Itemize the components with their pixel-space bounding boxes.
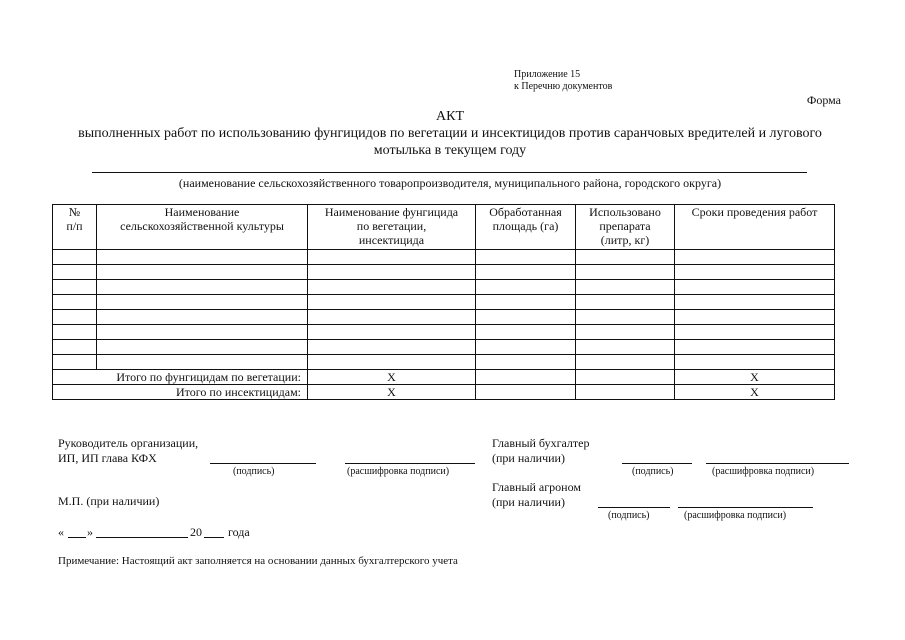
date-month-line[interactable] <box>96 537 188 538</box>
head-decode-caption: (расшифровка подписи) <box>347 466 450 477</box>
works-table <box>52 204 835 400</box>
table-cell[interactable] <box>308 310 476 325</box>
table-cell[interactable] <box>576 340 675 355</box>
table-cell[interactable] <box>675 340 835 355</box>
total-fungicide-cell: X <box>308 385 476 400</box>
table-cell[interactable] <box>576 310 675 325</box>
table-cell[interactable] <box>53 250 97 265</box>
table-cell[interactable] <box>576 355 675 370</box>
table-cell[interactable] <box>675 250 835 265</box>
table-cell[interactable] <box>576 295 675 310</box>
table-row <box>53 295 835 310</box>
accountant-label-line2: (при наличии) <box>492 451 565 465</box>
table-cell[interactable] <box>476 265 576 280</box>
table-cell[interactable] <box>308 295 476 310</box>
table-cell[interactable] <box>476 295 576 310</box>
appendix-number: Приложение 15 <box>514 69 581 80</box>
table-cell[interactable] <box>576 325 675 340</box>
total-label: Итого по фунгицидам по вегетации: <box>53 370 308 385</box>
table-body <box>53 250 835 400</box>
table-cell[interactable] <box>675 280 835 295</box>
column-header: Использовано препарата (литр, кг) <box>576 205 675 250</box>
date-year-line[interactable] <box>204 537 224 538</box>
accountant-decode-line[interactable] <box>706 463 849 464</box>
table-cell[interactable] <box>675 295 835 310</box>
form-label: Форма <box>806 93 841 107</box>
total-label: Итого по инсектицидам: <box>53 385 308 400</box>
table-cell[interactable] <box>97 280 308 295</box>
document-title: АКТ <box>436 109 464 124</box>
table-cell[interactable] <box>97 340 308 355</box>
table-cell[interactable] <box>675 265 835 280</box>
table-cell[interactable] <box>53 325 97 340</box>
total-value-cell[interactable] <box>476 385 576 400</box>
accountant-decode-caption: (расшифровка подписи) <box>712 466 815 477</box>
total-fungicide-cell: X <box>308 370 476 385</box>
table-cell[interactable] <box>476 325 576 340</box>
table-cell[interactable] <box>476 340 576 355</box>
table-cell[interactable] <box>308 325 476 340</box>
table-row <box>53 250 835 265</box>
table-row <box>53 280 835 295</box>
total-value-cell[interactable] <box>576 370 675 385</box>
table-cell[interactable] <box>53 295 97 310</box>
table-cell[interactable] <box>308 265 476 280</box>
table-cell[interactable] <box>97 250 308 265</box>
total-row <box>53 370 835 385</box>
document-note: Примечание: Настоящий акт заполняется на основании данных бухгалтерского учета <box>58 555 458 567</box>
table-cell[interactable] <box>675 325 835 340</box>
accountant-signature-caption: (подпись) <box>632 466 674 477</box>
table-cell[interactable] <box>476 280 576 295</box>
table-cell[interactable] <box>53 280 97 295</box>
table-cell[interactable] <box>97 295 308 310</box>
total-dates-cell: X <box>675 385 835 400</box>
date-close-quote: » <box>87 525 93 539</box>
table-cell[interactable] <box>476 310 576 325</box>
table-row <box>53 340 835 355</box>
table-cell[interactable] <box>576 265 675 280</box>
table-cell[interactable] <box>308 355 476 370</box>
accountant-label-line1: Главный бухгалтер <box>492 436 590 450</box>
table-cell[interactable] <box>675 355 835 370</box>
document-subtitle: выполненных работ по использованию фунгицидов по вегетации и инсектицидов против саранчовых вредителей и лугового мотылька в текущем году <box>78 126 822 158</box>
agronomist-decode-caption: (расшифровка подписи) <box>684 510 787 521</box>
table-cell[interactable] <box>308 250 476 265</box>
head-decode-line[interactable] <box>345 463 475 464</box>
head-signature-caption: (подпись) <box>233 466 275 477</box>
date-open-quote: « <box>58 525 64 539</box>
head-label-line1: Руководитель организации, <box>58 436 199 450</box>
head-label-line2: ИП, ИП глава КФХ <box>58 451 157 465</box>
stamp-label: М.П. (при наличии) <box>58 494 160 508</box>
table-row <box>53 325 835 340</box>
table-cell[interactable] <box>53 355 97 370</box>
table-cell[interactable] <box>97 355 308 370</box>
table-cell[interactable] <box>97 310 308 325</box>
table-cell[interactable] <box>308 280 476 295</box>
table-cell[interactable] <box>308 340 476 355</box>
column-header: Сроки проведения работ <box>675 205 835 250</box>
table-cell[interactable] <box>476 355 576 370</box>
producer-name-line <box>92 172 807 173</box>
total-dates-cell: X <box>675 370 835 385</box>
table-cell[interactable] <box>576 250 675 265</box>
accountant-signature-line[interactable] <box>622 463 692 464</box>
column-header: Обработанная площадь (га) <box>476 205 576 250</box>
table-cell[interactable] <box>675 310 835 325</box>
head-signature-line[interactable] <box>210 463 316 464</box>
agronomist-decode-line[interactable] <box>678 507 813 508</box>
total-row <box>53 385 835 400</box>
column-header: Наименование фунгицида по вегетации, инсектицида <box>308 205 476 250</box>
column-header: № п/п <box>53 205 97 250</box>
table-cell[interactable] <box>53 265 97 280</box>
column-header: Наименование сельскохозяйственной культуры <box>97 205 308 250</box>
appendix-reference: к Перечню документов <box>514 81 613 92</box>
total-value-cell[interactable] <box>576 385 675 400</box>
table-cell[interactable] <box>476 250 576 265</box>
table-row <box>53 355 835 370</box>
agronomist-signature-line[interactable] <box>598 507 670 508</box>
total-value-cell[interactable] <box>476 370 576 385</box>
table-row <box>53 310 835 325</box>
table-header-row <box>53 205 835 250</box>
agronomist-label-line1: Главный агроном <box>492 480 581 494</box>
date-day-line[interactable] <box>68 537 86 538</box>
agronomist-label-line2: (при наличии) <box>492 495 565 509</box>
table-cell[interactable] <box>53 310 97 325</box>
date-year-prefix: 20 <box>190 525 202 539</box>
table-cell[interactable] <box>97 265 308 280</box>
table-row <box>53 265 835 280</box>
producer-caption: (наименование сельскохозяйственного товаропроизводителя, муниципального района, городского округа) <box>178 176 722 190</box>
date-year-suffix: года <box>228 525 250 539</box>
table-cell[interactable] <box>97 325 308 340</box>
table-cell[interactable] <box>576 280 675 295</box>
table-cell[interactable] <box>53 340 97 355</box>
agronomist-signature-caption: (подпись) <box>608 510 650 521</box>
